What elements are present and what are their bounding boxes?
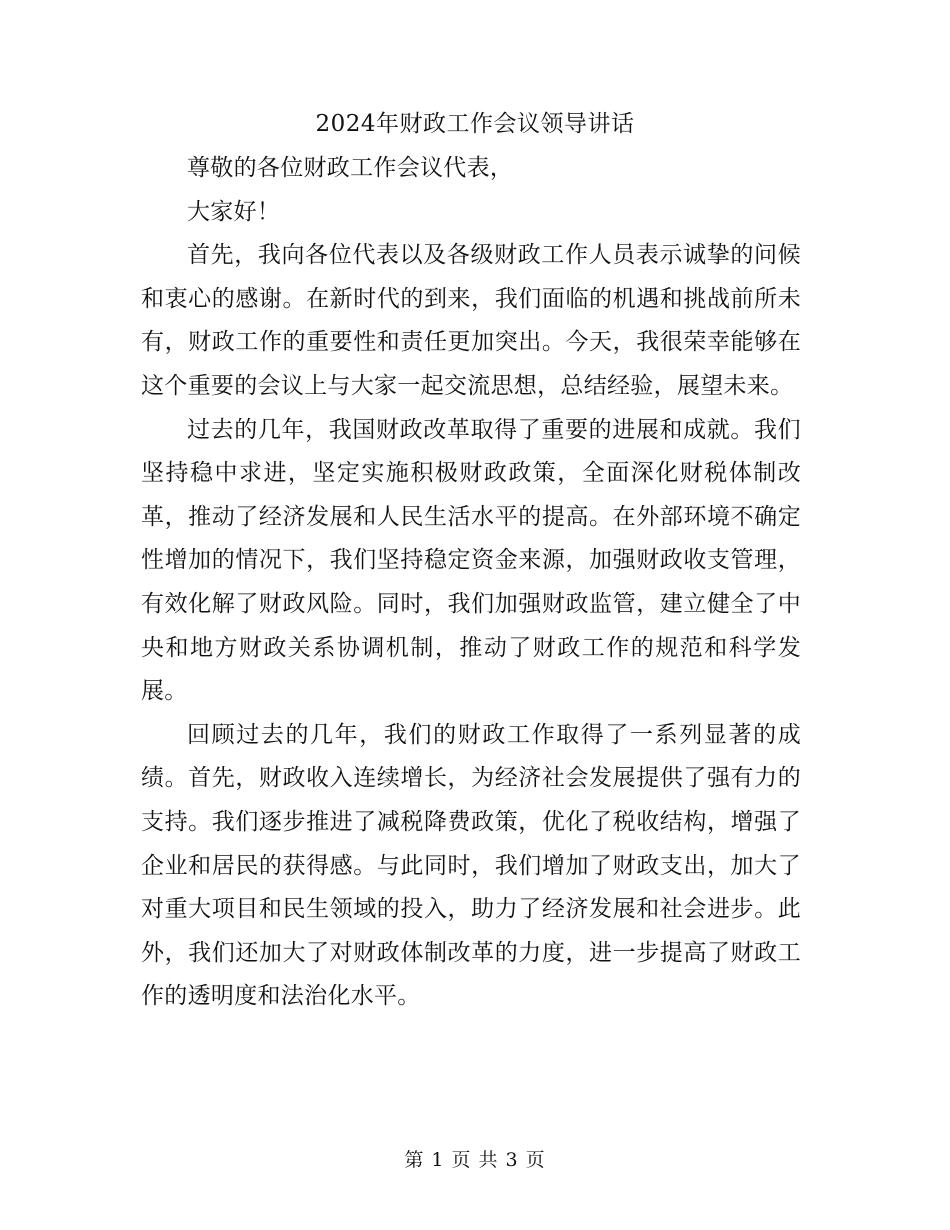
paragraph-salutation: 尊敬的各位财政工作会议代表，	[187, 155, 514, 181]
page-number: 第 1 页 共 3 页	[404, 1149, 546, 1171]
paragraph-intro: 首先，我向各位代表以及各级财政工作人员表示诚挚的问候和衷心的感谢。在新时代的到来，我们面临的机遇和挑战前所未有，财政工作的重要性和责任更加突出。今天，我很荣幸能够在这个重要的会议上与大家一起交流思想，总结经验，展望未来。	[141, 242, 801, 399]
document-body	[141, 147, 801, 1019]
paragraph-reform-progress: 过去的几年，我国财政改革取得了重要的进展和成就。我们坚持稳中求进，坚定实施积极财政政策，全面深化财税体制改革，推动了经济发展和人民生活水平的提高。在外部环境不确定性增加的情况下，我们坚持稳定资金来源，加强财政收支管理，有效化解了财政风险。同时，我们加强财政监管，建立健全了中央和地方财政关系协调机制，推动了财政工作的规范和科学发展。	[141, 416, 801, 705]
document-title: 2024年财政工作会议领导讲话	[315, 111, 635, 137]
paragraph-achievements: 回顾过去的几年，我们的财政工作取得了一系列显著的成绩。首先，财政收入连续增长，为经济社会发展提供了强有力的支持。我们逐步推进了减税降费政策，优化了税收结构，增强了企业和居民的获得感。与此同时，我们增加了财政支出，加大了对重大项目和民生领域的投入，助力了经济发展和社会进步。此外，我们还加大了对财政体制改革的力度，进一步提高了财政工作的透明度和法治化水平。	[141, 721, 801, 1010]
paragraph-greeting: 大家好！	[187, 198, 281, 225]
